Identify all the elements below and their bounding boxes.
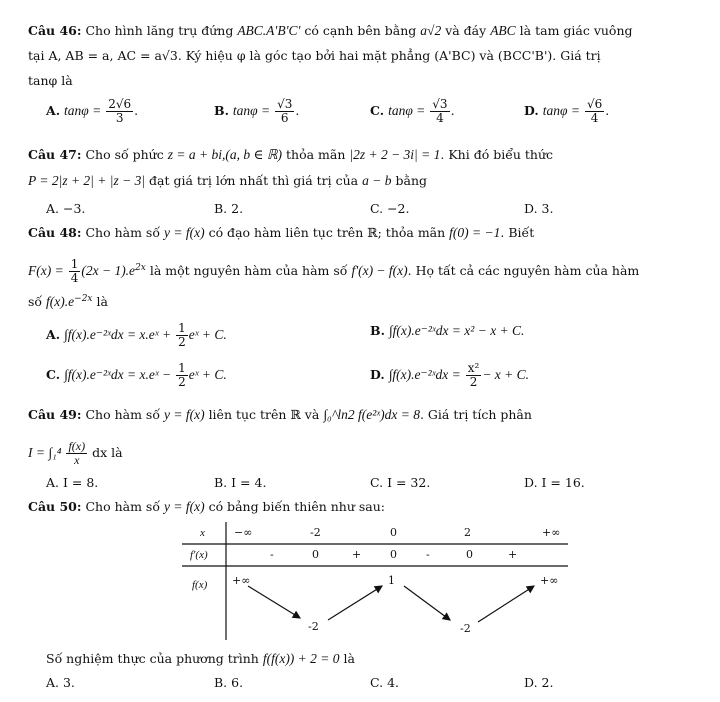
q47-option-c[interactable]: C. −2. bbox=[370, 201, 410, 216]
frac-den: 2 bbox=[178, 375, 186, 389]
option-tail: eˣ + C. bbox=[188, 367, 227, 382]
q48-label: Câu 48: bbox=[28, 225, 82, 240]
table-fp-value: + bbox=[352, 548, 362, 561]
frac-den: x bbox=[74, 453, 80, 467]
q46-text4: là tam giác vuông bbox=[519, 23, 633, 38]
q50-option-a[interactable]: A. 3. bbox=[46, 675, 75, 690]
q47-option-d[interactable]: D. 3. bbox=[524, 201, 554, 216]
q49-math: y = f(x) bbox=[163, 407, 205, 422]
q46-option-c[interactable] bbox=[370, 98, 455, 125]
q50-text: là bbox=[343, 651, 355, 666]
q46-prism: ABC.A'B'C' bbox=[237, 23, 301, 38]
q48-text: có đạo hàm liên tục trên ℝ; thỏa mãn bbox=[208, 225, 446, 240]
q50-line1 bbox=[28, 498, 385, 516]
option-fraction bbox=[466, 362, 482, 389]
q48-math: f'(x) − f(x) bbox=[351, 263, 408, 278]
q46-edge: a√2 bbox=[420, 23, 442, 38]
option-key: C. bbox=[46, 367, 61, 382]
q47-label: Câu 47: bbox=[28, 147, 82, 162]
q48-text: Cho hàm số bbox=[85, 225, 160, 240]
frac-num: x² bbox=[467, 361, 480, 375]
frac-num: f(x) bbox=[68, 439, 86, 453]
q48-math: F(x) = bbox=[28, 263, 64, 278]
q48-line3 bbox=[28, 290, 108, 311]
q48-math: f(x).e bbox=[46, 294, 75, 310]
q49-line1 bbox=[28, 406, 532, 424]
q48-text: là một nguyên hàm của hàm số bbox=[149, 263, 348, 278]
table-f-right-top: +∞ bbox=[540, 574, 559, 587]
option-expr: ∫f(x).e⁻²ˣdx = x.eˣ − bbox=[64, 367, 172, 382]
option-fraction bbox=[585, 98, 604, 125]
q48-text: . Họ tất cả các nguyên hàm của hàm bbox=[407, 263, 640, 278]
table-x-value: 2 bbox=[464, 526, 471, 539]
q48-text: số bbox=[28, 294, 43, 310]
q50-label: Câu 50: bbox=[28, 499, 82, 514]
table-f-max: 1 bbox=[388, 574, 395, 587]
frac-num: √3 bbox=[277, 97, 293, 111]
option-key: B. bbox=[214, 103, 229, 118]
q48-line2 bbox=[28, 258, 639, 285]
q49-text: . Giá trị tích phân bbox=[419, 407, 532, 422]
frac-den: 4 bbox=[590, 111, 599, 125]
frac-num: 1 bbox=[178, 321, 186, 335]
q48-text: là bbox=[96, 294, 108, 310]
q49-option-b[interactable]: B. I = 4. bbox=[214, 475, 267, 490]
table-f-min1: -2 bbox=[308, 620, 319, 633]
q50-text: có bảng biến thiên như sau: bbox=[208, 499, 386, 514]
arrow-up-2 bbox=[478, 586, 534, 622]
q50-option-d[interactable]: D. 2. bbox=[524, 675, 554, 690]
arrow-down-2 bbox=[404, 586, 450, 620]
q46-line2: tại A, AB = a, AC = a√3. Ký hiệu φ là góc tạo bởi hai mặt phẳng (A'BC) và (BCC'B'). Giá trị bbox=[28, 48, 601, 63]
table-x-label: x bbox=[200, 527, 205, 539]
option-end: . bbox=[295, 103, 300, 118]
option-lhs: tanφ = bbox=[64, 103, 102, 118]
frac-den: 4 bbox=[436, 111, 444, 125]
option-key: D. bbox=[370, 367, 385, 382]
table-f-label: f(x) bbox=[192, 579, 208, 591]
option-fraction bbox=[176, 362, 188, 389]
q47-text: đạt giá trị lớn nhất thì giá trị của bbox=[149, 173, 359, 188]
q47-math: |2z + 2 − 3i| = 1 bbox=[349, 147, 441, 162]
q48-math: f(0) = −1 bbox=[449, 225, 501, 240]
option-end: . bbox=[450, 103, 455, 118]
q50-math: f(f(x)) + 2 = 0 bbox=[262, 651, 340, 666]
option-expr: ∫f(x).e⁻²ˣdx = x.eˣ + bbox=[64, 327, 172, 342]
option-key: A. bbox=[46, 327, 61, 342]
q46-text3: và đáy bbox=[445, 23, 487, 38]
table-fp-value: + bbox=[508, 548, 518, 561]
q47-math: P = 2|z + 2| + |z − 3| bbox=[28, 173, 146, 188]
q46-line1 bbox=[28, 22, 633, 40]
frac-num: 1 bbox=[70, 257, 79, 271]
q46-option-a[interactable] bbox=[46, 98, 138, 125]
q49-option-a[interactable]: A. I = 8. bbox=[46, 475, 99, 490]
q46-option-b[interactable] bbox=[214, 98, 299, 125]
frac-num: √6 bbox=[586, 97, 603, 111]
q46-text2: có cạnh bên bằng bbox=[304, 23, 417, 38]
frac-den: 2 bbox=[469, 375, 478, 389]
table-fp-value: - bbox=[426, 548, 430, 561]
q50-text: Cho hàm số bbox=[85, 499, 160, 514]
q46-line3: tanφ là bbox=[28, 73, 73, 88]
q47-math: z = a + bi,(a, b ∈ ℝ) bbox=[167, 147, 283, 162]
q47-line1 bbox=[28, 146, 553, 164]
frac-num: √3 bbox=[432, 97, 448, 111]
q49-text: Cho hàm số bbox=[85, 407, 160, 422]
q49-math: ∫₀^ln2 f(e²ˣ)dx = 8 bbox=[323, 407, 420, 422]
q50-question bbox=[46, 650, 355, 668]
variation-table bbox=[182, 522, 568, 640]
option-end: . bbox=[134, 103, 139, 118]
option-lhs: tanφ = bbox=[542, 103, 580, 118]
table-fp-value: - bbox=[270, 548, 274, 561]
frac-den: 4 bbox=[70, 271, 79, 285]
q50-option-b[interactable]: B. 6. bbox=[214, 675, 244, 690]
q49-label: Câu 49: bbox=[28, 407, 82, 422]
q46-label: Câu 46: bbox=[28, 23, 82, 38]
option-tail: − x + C. bbox=[482, 367, 530, 382]
option-fraction bbox=[275, 98, 294, 125]
q49-line2 bbox=[28, 440, 123, 467]
arrow-down-1 bbox=[248, 586, 300, 618]
q48-option-c[interactable] bbox=[46, 362, 227, 389]
q49-text: liên tục trên ℝ và bbox=[208, 407, 320, 422]
option-tail: eˣ + C. bbox=[188, 327, 227, 342]
q46-base: ABC bbox=[490, 23, 516, 38]
q47-text: . Khi đó biểu thức bbox=[440, 147, 554, 162]
q48-sup: 2x bbox=[135, 262, 146, 273]
q47-option-a[interactable]: A. −3. bbox=[46, 201, 86, 216]
q48-text: . Biết bbox=[500, 225, 535, 240]
frac-den: 3 bbox=[115, 111, 124, 125]
option-fraction bbox=[106, 98, 133, 125]
q47-option-b[interactable]: B. 2. bbox=[214, 201, 244, 216]
q46-option-d[interactable] bbox=[524, 98, 609, 125]
q50-option-c[interactable]: C. 4. bbox=[370, 675, 399, 690]
q47-text: Cho số phức bbox=[85, 147, 164, 162]
table-fp-value: 0 bbox=[466, 548, 473, 561]
q49-text: dx là bbox=[92, 445, 123, 460]
q48-math: (2x − 1).e bbox=[81, 263, 136, 278]
frac-num: 2√6 bbox=[108, 97, 132, 111]
option-lhs: tanφ = bbox=[388, 103, 426, 118]
option-lhs: tanφ = bbox=[232, 103, 271, 118]
option-fraction bbox=[430, 98, 449, 125]
q48-option-d[interactable] bbox=[370, 362, 529, 389]
q50-text: Số nghiệm thực của phương trình bbox=[46, 651, 259, 666]
option-key: C. bbox=[370, 103, 385, 118]
q49-math: I = ∫₁⁴ bbox=[28, 445, 62, 460]
frac-den: 6 bbox=[280, 111, 289, 125]
table-x-value: +∞ bbox=[542, 526, 561, 539]
q48-line1 bbox=[28, 224, 534, 242]
table-fp-value: 0 bbox=[390, 548, 397, 561]
q49-option-d[interactable]: D. I = 16. bbox=[524, 475, 585, 490]
q48-math: y = f(x) bbox=[163, 225, 205, 240]
q48-option-b[interactable] bbox=[370, 322, 524, 340]
frac-num: 1 bbox=[178, 361, 186, 375]
q47-line2 bbox=[28, 172, 427, 190]
q49-option-c[interactable]: C. I = 32. bbox=[370, 475, 431, 490]
table-fp-label: f'(x) bbox=[190, 549, 208, 561]
option-key: B. bbox=[370, 323, 385, 338]
q47-text: bằng bbox=[395, 173, 427, 188]
option-key: A. bbox=[46, 103, 61, 118]
table-x-value: -2 bbox=[310, 526, 321, 539]
table-x-value: 0 bbox=[390, 526, 397, 539]
q48-sup: −2x bbox=[74, 294, 93, 304]
table-f-left-top: +∞ bbox=[232, 574, 251, 587]
table-x-value: −∞ bbox=[234, 526, 253, 539]
q50-math: y = f(x) bbox=[163, 499, 205, 514]
option-end: . bbox=[605, 103, 610, 118]
table-f-min2: -2 bbox=[460, 622, 471, 635]
option-expr: ∫f(x).e⁻²ˣdx = bbox=[388, 367, 461, 382]
q47-math: a − b bbox=[362, 173, 392, 188]
q48-half bbox=[69, 258, 81, 285]
q49-fraction bbox=[66, 440, 87, 467]
table-fp-value: 0 bbox=[312, 548, 319, 561]
frac-den: 2 bbox=[178, 335, 186, 349]
q48-option-a[interactable] bbox=[46, 322, 227, 349]
arrow-up-1 bbox=[328, 586, 382, 620]
q46-text1: Cho hình lăng trụ đứng bbox=[85, 23, 234, 38]
option-fraction bbox=[176, 322, 188, 349]
q47-text: thỏa mãn bbox=[286, 147, 346, 162]
option-key: D. bbox=[524, 103, 539, 118]
option-expr: ∫f(x).e⁻²ˣdx = x² − x + C. bbox=[388, 323, 525, 338]
